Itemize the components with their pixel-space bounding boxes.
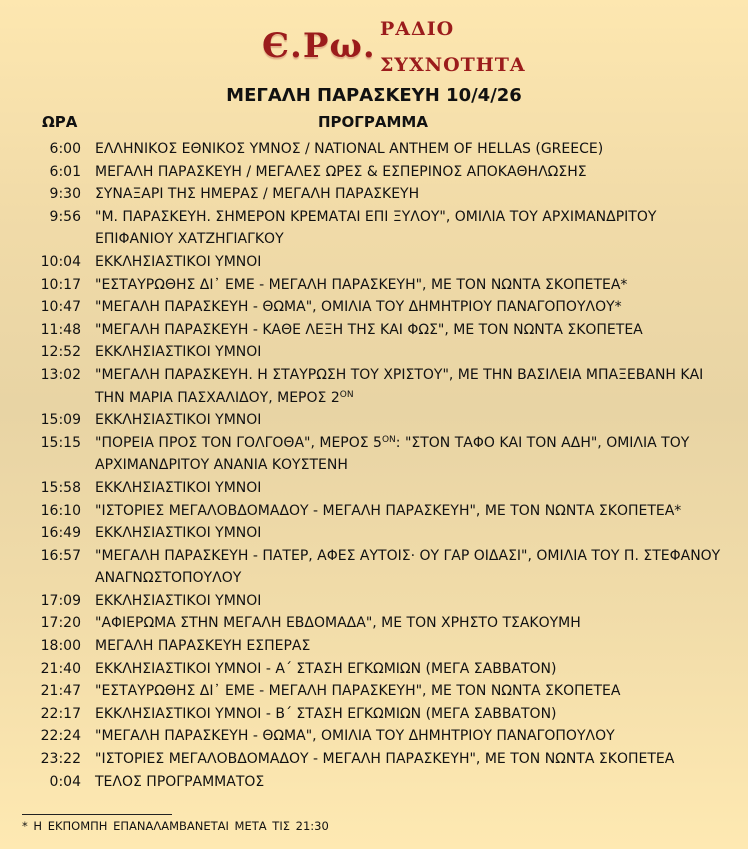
schedule-program: "ΜΕΓΑΛΗ ΠΑΡΑΣΚΕΥΗ - ΘΩΜΑ", ΟΜΙΛΙΑ ΤΟΥ ΔΗΜΗΤΡΙΟΥ ΠΑΝΑΓΟΠΟΥΛΟΥ — [95, 728, 615, 745]
schedule-program: ΕΚΚΛΗΣΙΑΣΤΙΚΟΙ ΥΜΝΟΙ — [95, 592, 262, 609]
schedule-row — [0, 364, 748, 409]
schedule-row — [0, 409, 748, 432]
ordinal-superscript: ΟΝ — [339, 389, 354, 400]
schedule-time: 15:09 — [40, 412, 81, 429]
schedule-program: ΕΚΚΛΗΣΙΑΣΤΙΚΟΙ ΥΜΝΟΙ — [95, 525, 262, 542]
schedule-time: 11:48 — [40, 321, 81, 338]
schedule-program: ΕΚΚΛΗΣΙΑΣΤΙΚΟΙ ΥΜΝΟΙ — [95, 412, 262, 429]
schedule-row — [0, 251, 748, 274]
schedule-row — [0, 206, 748, 251]
footnote: * Η ΕΚΠΟΜΠΗ ΕΠΑΝΑΛΑΜΒΑΝΕΤΑΙ ΜΕΤΑ ΤΙΣ 21:30 — [22, 819, 329, 833]
schedule-time: 23:22 — [40, 751, 81, 768]
schedule-row — [0, 477, 748, 500]
schedule-program: ΤΕΛΟΣ ΠΡΟΓΡΑΜΜΑΤΟΣ — [95, 773, 265, 790]
schedule-time: 22:24 — [40, 728, 81, 745]
schedule-program: ΕΚΚΛΗΣΙΑΣΤΙΚΟΙ ΥΜΝΟΙ — [95, 344, 262, 361]
schedule-time: 6:01 — [49, 163, 81, 180]
schedule-program: "ΑΦΙΕΡΩΜΑ ΣΤΗΝ ΜΕΓΑΛΗ ΕΒΔΟΜΑΔΑ", ΜΕ ΤΟΝ ΧΡΗΣΤΟ ΤΣΑΚΟΥΜΗ — [95, 615, 581, 632]
schedule-time: 10:17 — [40, 276, 81, 293]
schedule-program: "ΜΕΓΑΛΗ ΠΑΡΑΣΚΕΥΗ - ΚΑΘΕ ΛΕΞΗ ΤΗΣ ΚΑΙ ΦΩΣ", ΜΕ ΤΟΝ ΝΩΝΤΑ ΣΚΟΠΕΤΕΑ — [95, 321, 643, 338]
schedule-program: "ΕΣΤΑΥΡΩΘΗΣ ΔΙ᾽ ΕΜΕ - ΜΕΓΑΛΗ ΠΑΡΑΣΚΕΥΗ", ΜΕ ΤΟΝ ΝΩΝΤΑ ΣΚΟΠΕΤΕΑ — [95, 683, 621, 700]
footnote-divider — [22, 814, 172, 815]
schedule-row — [0, 341, 748, 364]
logo-line-radio: ΡΑΔΙΟ — [380, 18, 455, 40]
schedule-row — [0, 680, 748, 703]
schedule-program: "ΜΕΓΑΛΗ ΠΑΡΑΣΚΕΥΗ - ΘΩΜΑ", ΟΜΙΛΙΑ ΤΟΥ ΔΗΜΗΤΡΙΟΥ ΠΑΝΑΓΟΠΟΥΛΟΥ* — [95, 299, 622, 316]
schedule-row — [0, 725, 748, 748]
program-text: "ΜΕΓΑΛΗ ΠΑΡΑΣΚΕΥΗ. Η ΣΤΑΥΡΩΣΗ ΤΟΥ ΧΡΙΣΤΟΥ", ΜΕ ΤΗΝ ΒΑΣΙΛΕΙΑ ΜΠΑΞΕΒΑΝΗ ΚΑΙ ΤΗΝ ΜΑΡΙΑ ΠΑΣΧΑΛΙΔΟΥ, ΜΕΡΟΣ 2 — [95, 366, 704, 406]
schedule-time: 17:09 — [40, 592, 81, 609]
schedule-time: 16:57 — [40, 547, 81, 564]
schedule-time: 16:10 — [40, 502, 81, 519]
schedule-row — [0, 296, 748, 319]
column-header-time: ΩΡΑ — [42, 113, 78, 131]
schedule-program: ΕΚΚΛΗΣΙΑΣΤΙΚΟΙ ΥΜΝΟΙ — [95, 479, 262, 496]
schedule-program: ΣΥΝΑΞΑΡΙ ΤΗΣ ΗΜΕΡΑΣ / ΜΕΓΑΛΗ ΠΑΡΑΣΚΕΥΗ — [95, 186, 420, 203]
schedule-program — [95, 432, 735, 477]
schedule-row — [0, 161, 748, 184]
schedule-time: 22:17 — [40, 705, 81, 722]
program-text: "ΠΟΡΕΙΑ ΠΡΟΣ ΤΟΝ ΓΟΛΓΟΘΑ", ΜΕΡΟΣ 5 — [95, 434, 382, 451]
schedule-time: 9:56 — [49, 208, 81, 225]
schedule-program: ΜΕΓΑΛΗ ΠΑΡΑΣΚΕΥΗ / ΜΕΓΑΛΕΣ ΩΡΕΣ & ΕΣΠΕΡΙΝΟΣ ΑΠΟΚΑΘΗΛΩΣΗΣ — [95, 163, 587, 180]
schedule-row — [0, 612, 748, 635]
logo-mark: Є.Ρω. — [262, 26, 376, 66]
schedule-row — [0, 703, 748, 726]
schedule-time: 15:15 — [40, 434, 81, 451]
schedule-time: 9:30 — [49, 186, 81, 203]
page-title: ΜΕΓΑΛΗ ΠΑΡΑΣΚΕΥΗ 10/4/26 — [226, 85, 522, 106]
schedule-row — [0, 658, 748, 681]
schedule-time: 16:49 — [40, 525, 81, 542]
schedule-row — [0, 319, 748, 342]
schedule-time: 21:40 — [40, 660, 81, 677]
schedule-program: ΜΕΓΑΛΗ ΠΑΡΑΣΚΕΥΗ ΕΣΠΕΡΑΣ — [95, 638, 311, 655]
schedule-row — [0, 138, 748, 161]
schedule-row — [0, 274, 748, 297]
schedule-program: ΕΚΚΛΗΣΙΑΣΤΙΚΟΙ ΥΜΝΟΙ - Α΄ ΣΤΑΣΗ ΕΓΚΩΜΙΩΝ (ΜΕΓΑ ΣΑΒΒΑΤΟΝ) — [95, 660, 557, 677]
schedule-time: 18:00 — [40, 638, 81, 655]
schedule-program: ΕΚΚΛΗΣΙΑΣΤΙΚΟΙ ΥΜΝΟΙ - Β΄ ΣΤΑΣΗ ΕΓΚΩΜΙΩΝ (ΜΕΓΑ ΣΑΒΒΑΤΟΝ) — [95, 705, 557, 722]
ordinal-superscript: ΟΝ — [381, 434, 396, 445]
schedule-program: ΕΛΛΗΝΙΚΟΣ ΕΘΝΙΚΟΣ ΥΜΝΟΣ / NATIONAL ANTHEM OF HELLAS (GREECE) — [95, 141, 604, 157]
schedule-program: "ΙΣΤΟΡΙΕΣ ΜΕΓΑΛΟΒΔΟΜΑΔΟΥ - ΜΕΓΑΛΗ ΠΑΡΑΣΚΕΥΗ", ΜΕ ΤΟΝ ΝΩΝΤΑ ΣΚΟΠΕΤΕΑ* — [95, 502, 682, 519]
schedule-program: ΕΚΚΛΗΣΙΑΣΤΙΚΟΙ ΥΜΝΟΙ — [95, 253, 262, 270]
schedule-time: 6:00 — [49, 141, 81, 157]
schedule-program: "ΜΕΓΑΛΗ ΠΑΡΑΣΚΕΥΗ - ΠΑΤΕΡ, ΑΦΕΣ ΑΥΤΟΙΣ· ΟΥ ΓΑΡ ΟΙΔΑΣΙ", ΟΜΙΛΙΑ ΤΟΥ Π. ΣΤΕΦΑΝΟΥ ΑΝΑΓΝΩΣΤΟΠΟΥΛΟΥ — [95, 547, 721, 587]
schedule-program: "ΙΣΤΟΡΙΕΣ ΜΕΓΑΛΟΒΔΟΜΑΔΟΥ - ΜΕΓΑΛΗ ΠΑΡΑΣΚΕΥΗ", ΜΕ ΤΟΝ ΝΩΝΤΑ ΣΚΟΠΕΤΕΑ — [95, 751, 675, 768]
column-header-program: ΠΡΟΓΡΑΜΜΑ — [318, 113, 428, 131]
program-text-continued: : "ΣΤΟΝ ΤΑΦΟ ΚΑΙ ΤΟΝ ΑΔΗ", ΟΜΙΛΙΑ ΤΟΥ ΑΡΧΙΜΑΝΔΡΙΤΟΥ ΑΝΑΝΙΑ ΚΟΥΣΤΕΝΗ — [95, 434, 690, 474]
schedule-time: 12:52 — [40, 344, 81, 361]
station-logo — [262, 12, 532, 84]
schedule-program: "ΕΣΤΑΥΡΩΘΗΣ ΔΙ᾽ ΕΜΕ - ΜΕΓΑΛΗ ΠΑΡΑΣΚΕΥΗ", ΜΕ ΤΟΝ ΝΩΝΤΑ ΣΚΟΠΕΤΕΑ* — [95, 276, 628, 293]
schedule-row — [0, 500, 748, 523]
schedule-row — [0, 545, 748, 590]
schedule-list — [0, 138, 748, 793]
schedule-program: "Μ. ΠΑΡΑΣΚΕΥΗ. ΣΗΜΕΡΟΝ ΚΡΕΜΑΤΑΙ ΕΠΙ ΞΥΛΟΥ", ΟΜΙΛΙΑ ΤΟΥ ΑΡΧΙΜΑΝΔΡΙΤΟΥ ΕΠΙΦΑΝΙΟΥ ΧΑΤΖΗΓΙΑΓΚΟΥ — [95, 208, 657, 248]
schedule-time: 15:58 — [40, 479, 81, 496]
schedule-time: 17:20 — [40, 615, 81, 632]
schedule-row — [0, 635, 748, 658]
schedule-time: 10:04 — [40, 253, 81, 270]
schedule-row — [0, 590, 748, 613]
schedule-row — [0, 183, 748, 206]
schedule-row — [0, 748, 748, 771]
schedule-program — [95, 364, 735, 409]
schedule-time: 21:47 — [40, 683, 81, 700]
schedule-row — [0, 432, 748, 477]
schedule-time: 10:47 — [40, 299, 81, 316]
schedule-row — [0, 522, 748, 545]
schedule-row — [0, 771, 748, 794]
schedule-time: 13:02 — [40, 366, 81, 383]
logo-line-frequency: ΣΥΧΝΟΤΗΤΑ — [380, 54, 526, 76]
schedule-time: 0:04 — [49, 773, 81, 790]
